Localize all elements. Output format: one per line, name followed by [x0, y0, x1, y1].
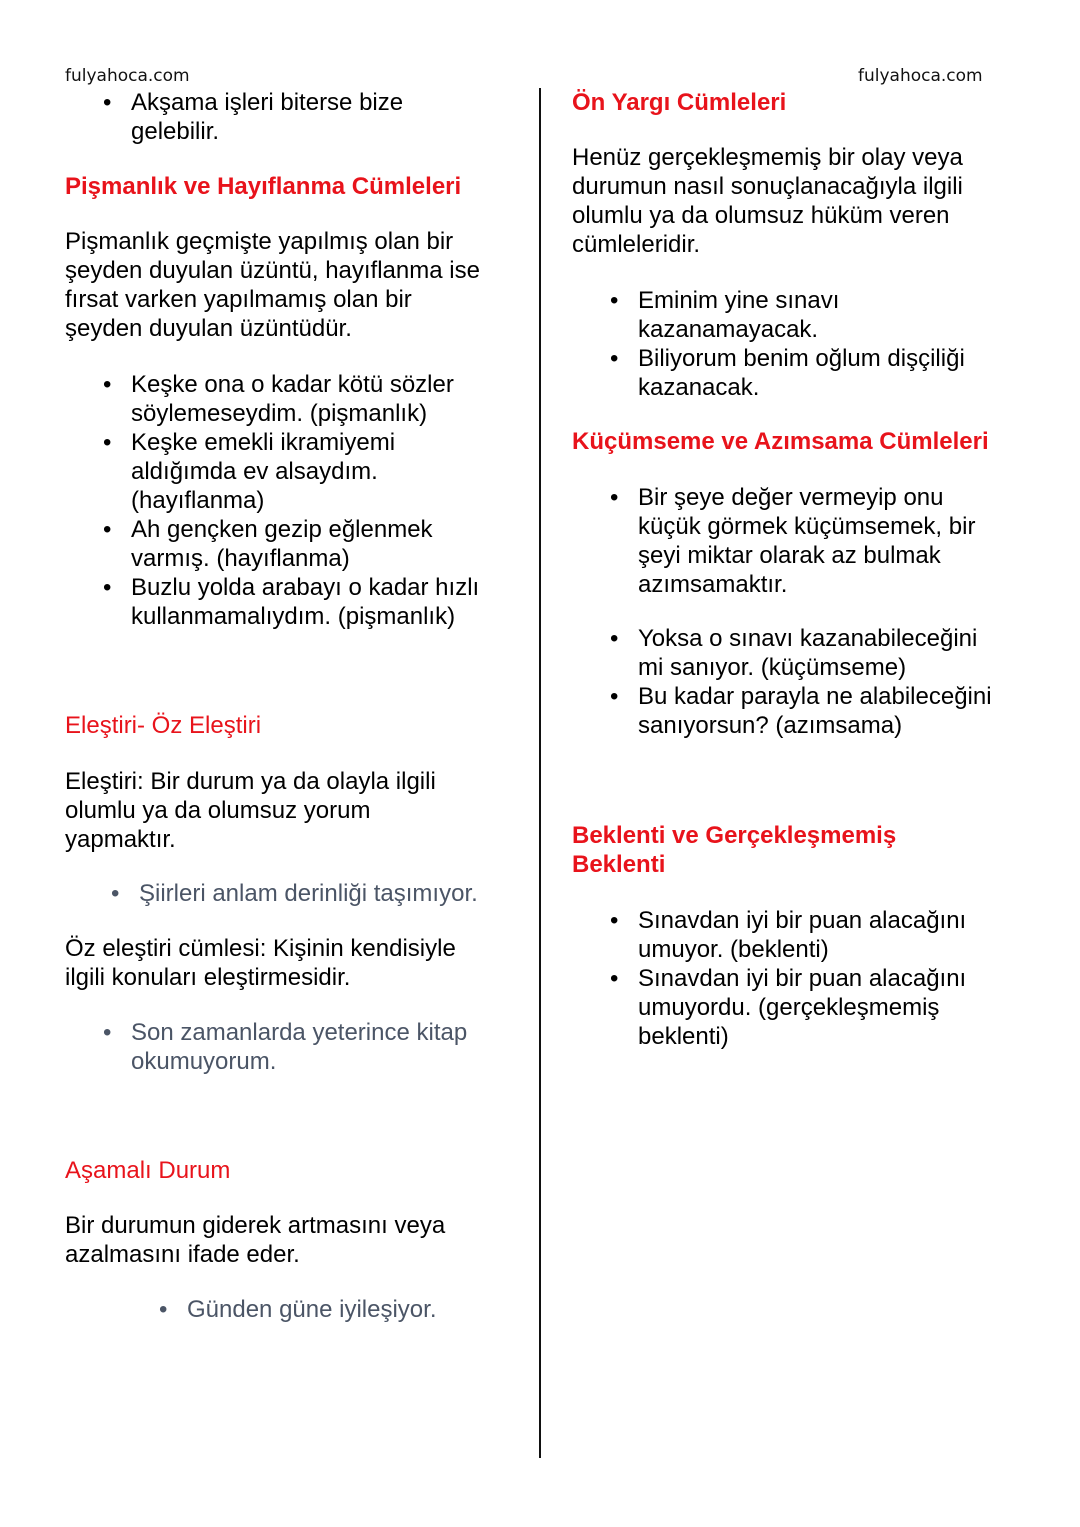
- bullet-icon: •: [103, 429, 112, 456]
- bullet-icon: •: [103, 1019, 112, 1046]
- bullet-icon: •: [610, 287, 619, 314]
- paragraph-pismanlik: Pişmanlık geçmişte yapılmış olan bir şeyden duyulan üzüntü, hayıflanma ise fırsat varken yapılmamış olan bir şeyden duyulan üzüntüdür.: [65, 228, 480, 342]
- list-item: • Eminim yine sınavı kazanamayacak.: [610, 287, 840, 343]
- bullet-icon: •: [610, 484, 619, 511]
- paragraph-elestiri: Eleştiri: Bir durum ya da olayla ilgili olumlu ya da olumsuz yorum yapmaktır.: [65, 768, 436, 853]
- bullet-icon: •: [103, 371, 112, 398]
- bullet-icon: •: [610, 907, 619, 934]
- list-item: • Günden güne iyileşiyor.: [159, 1296, 437, 1323]
- site-name-left: fulyahoca.com: [65, 66, 190, 86]
- asamali-example: [159, 1295, 437, 1324]
- list-item: • Yoksa o sınavı kazanabileceğini mi sanıyor. (küçümseme): [610, 625, 978, 681]
- site-name-right: fulyahoca.com: [858, 66, 983, 86]
- paragraph-asamali: Bir durumun giderek artmasını veya azalmasını ifade eder.: [65, 1212, 446, 1268]
- paragraph-oz-elestiri: Öz eleştiri cümlesi: Kişinin kendisiyle ilgili konuları eleştirmesidir.: [65, 935, 456, 991]
- list-item: • Keşke ona o kadar kötü sözler söylemeseydim. (pişmanlık): [103, 371, 454, 427]
- heading-beklenti: Beklenti ve Gerçekleşmemiş Beklenti: [572, 822, 897, 878]
- list-item: • Buzlu yolda arabayı o kadar hızlı kullanmamalıydım. (pişmanlık): [103, 574, 480, 630]
- heading-asamali: Aşamalı Durum: [65, 1157, 231, 1184]
- list-item: • Akşama işleri biterse bize gelebilir.: [103, 89, 404, 145]
- heading-pismanlik: Pişmanlık ve Hayıflanma Cümleleri: [65, 173, 462, 200]
- bullet-icon: •: [111, 880, 120, 907]
- kucumseme-definition: [610, 483, 976, 599]
- top-bullet-list: [103, 88, 404, 146]
- list-item: • Şiirleri anlam derinliği taşımıyor.: [111, 880, 478, 907]
- paragraph-onyargi: Henüz gerçekleşmemiş bir olay veya durumun nasıl sonuçlanacağıyla ilgili olumlu ya da olumsuz hüküm veren cümleleridir.: [572, 144, 963, 258]
- list-item: • Bir şeye değer vermeyip onu küçük görmek küçümsemek, bir şeyi miktar olarak az bulmak azımsamaktır.: [610, 484, 976, 598]
- bullet-icon: •: [103, 89, 112, 116]
- pismanlik-examples: [103, 370, 480, 631]
- heading-elestiri: Eleştiri- Öz Eleştiri: [65, 712, 262, 739]
- elestiri-example: [111, 879, 478, 908]
- bullet-icon: •: [610, 345, 619, 372]
- list-item: • Keşke emekli ikramiyemi aldığımda ev alsaydım. (hayıflanma): [103, 429, 396, 514]
- list-item: • Sınavdan iyi bir puan alacağını umuyor. (beklenti): [610, 907, 967, 963]
- beklenti-examples: [610, 906, 967, 1051]
- list-item: • Ah gençken gezip eğlenmek varmış. (hayıflanma): [103, 516, 433, 572]
- column-divider: [539, 88, 541, 1458]
- kucumseme-examples: [610, 624, 992, 740]
- list-item: • Biliyorum benim oğlum dişçiliği kazanacak.: [610, 345, 965, 401]
- heading-kucumseme: Küçümseme ve Azımsama Cümleleri: [572, 428, 989, 455]
- bullet-icon: •: [610, 965, 619, 992]
- list-item: • Sınavdan iyi bir puan alacağını umuyordu. (gerçekleşmemiş beklenti): [610, 965, 967, 1050]
- bullet-icon: •: [103, 516, 112, 543]
- list-item: • Son zamanlarda yeterince kitap okumuyorum.: [103, 1019, 468, 1075]
- bullet-icon: •: [159, 1296, 168, 1323]
- list-item: • Bu kadar parayla ne alabileceğini sanıyorsun? (azımsama): [610, 683, 992, 739]
- bullet-icon: •: [103, 574, 112, 601]
- heading-onyargi: Ön Yargı Cümleleri: [572, 89, 787, 116]
- oz-elestiri-example: [103, 1018, 468, 1076]
- onyargi-examples: [610, 286, 965, 402]
- bullet-icon: •: [610, 683, 619, 710]
- bullet-icon: •: [610, 625, 619, 652]
